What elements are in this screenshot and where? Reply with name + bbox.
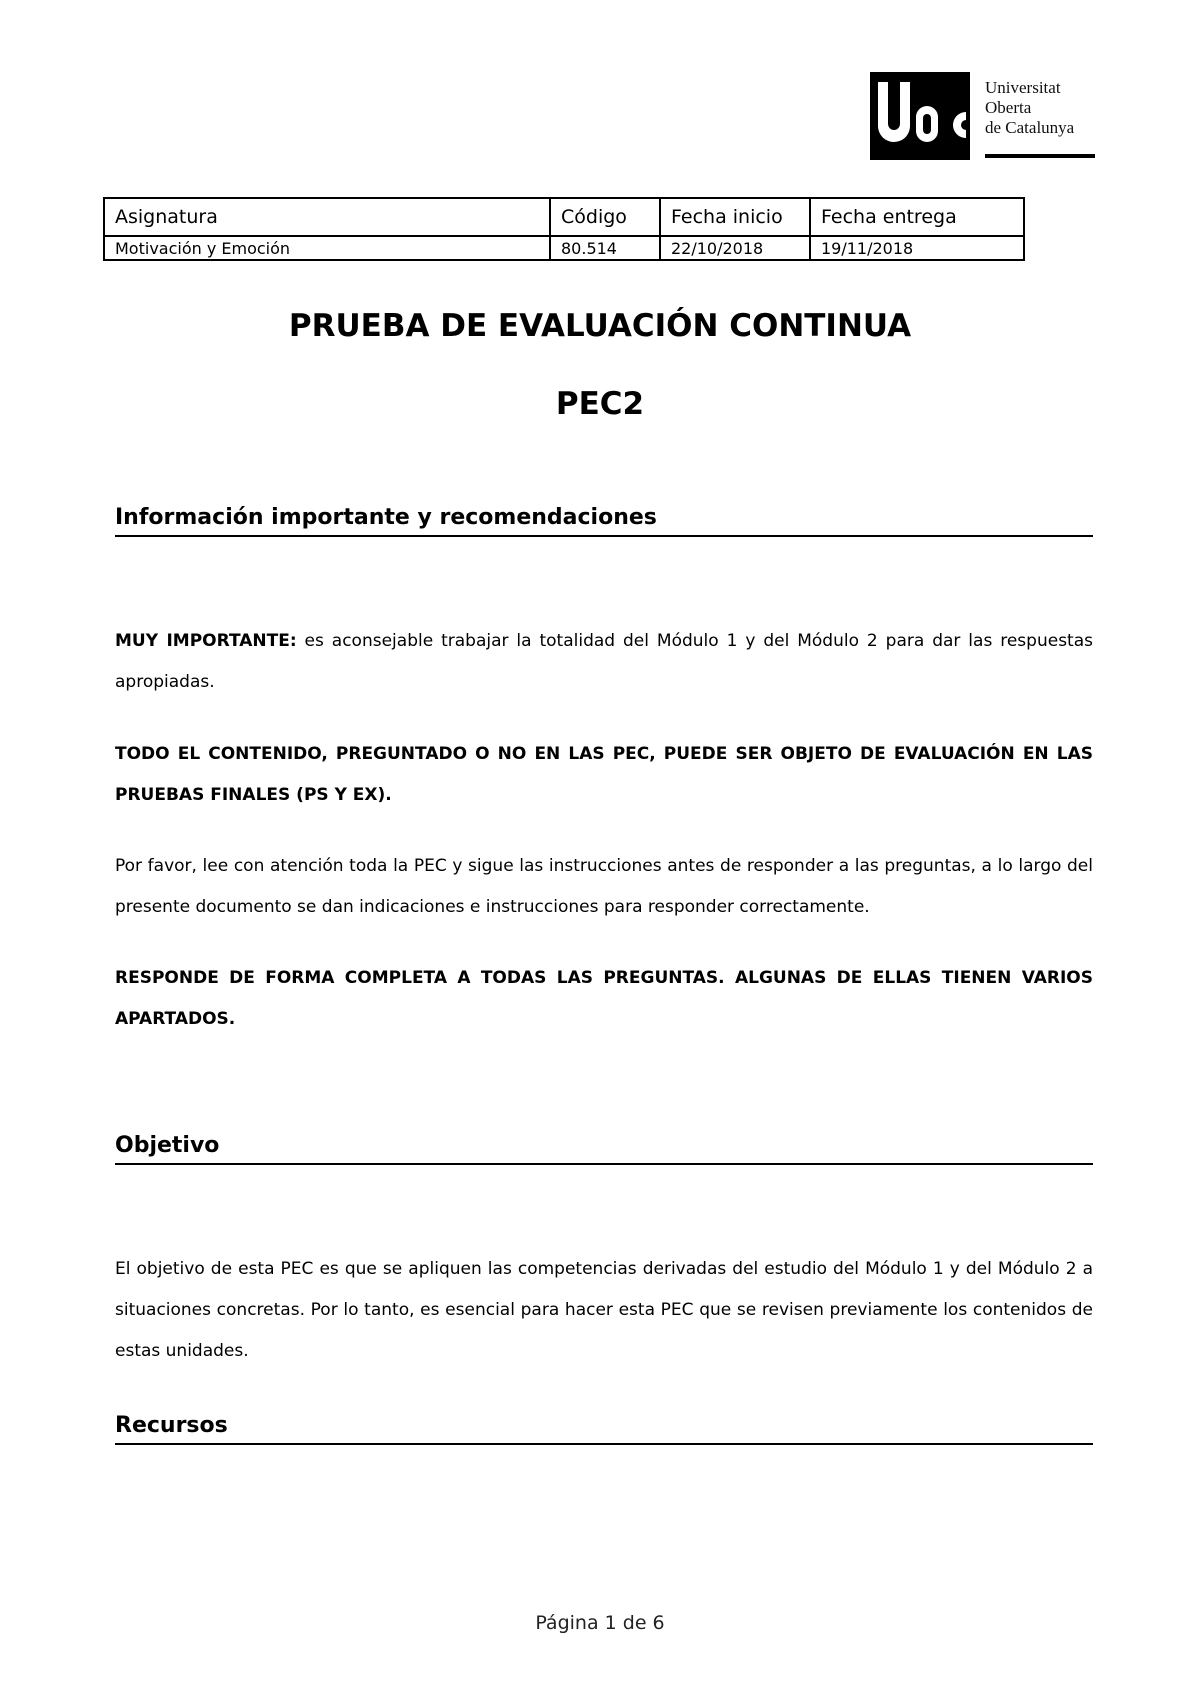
- section-heading-info: Información importante y recomendaciones: [115, 505, 1093, 537]
- important-label: MUY IMPORTANTE:: [115, 631, 297, 651]
- paragraph-please-read: Por favor, lee con atención toda la PEC y sigue las instrucciones antes de responder a las preguntas, a lo largo del presente documento se dan indicaciones e instrucciones para responder correctamente.: [115, 856, 1093, 917]
- section-heading-objective: Objetivo: [115, 1133, 1093, 1165]
- subject-info-table: [103, 197, 1025, 261]
- table-row: [104, 236, 1024, 260]
- document-subtitle: PEC2: [555, 386, 645, 422]
- logo-rule: [985, 154, 1095, 158]
- paragraph-respond-complete: RESPONDE DE FORMA COMPLETA A TODAS LAS PREGUNTAS. ALGUNAS DE ELLAS TIENEN VARIOS APARTADOS.: [115, 968, 1093, 1029]
- logo-line-1: Universitat: [985, 78, 1061, 97]
- uoc-logo: [870, 72, 1095, 160]
- logo-line-2: Oberta: [985, 98, 1032, 117]
- cell-start-date: 22/10/2018: [660, 236, 810, 260]
- document-title: PRUEBA DE EVALUACIÓN CONTINUA: [288, 308, 912, 344]
- cell-code: 80.514: [550, 236, 660, 260]
- page-number: Página 1 de 6: [535, 1612, 665, 1634]
- header-subject: Asignatura: [104, 198, 550, 236]
- section-heading-resources: Recursos: [115, 1413, 1093, 1445]
- important-text: es aconsejable trabajar la totalidad del Módulo 1 y del Módulo 2 para dar las respuestas apropiadas.: [115, 631, 1093, 692]
- table-header-row: [104, 198, 1024, 236]
- header-due-date: Fecha entrega: [810, 198, 1024, 236]
- header-code: Código: [550, 198, 660, 236]
- paragraph-all-content: TODO EL CONTENIDO, PREGUNTADO O NO EN LAS PEC, PUEDE SER OBJETO DE EVALUACIÓN EN LAS PRUEBAS FINALES (PS Y EX).: [115, 744, 1093, 805]
- logo-line-3: de Catalunya: [985, 118, 1075, 137]
- cell-subject: Motivación y Emoción: [104, 236, 550, 260]
- paragraph-objective: El objetivo de esta PEC es que se apliquen las competencias derivadas del estudio del Módulo 1 y del Módulo 2 a situaciones concretas. Por lo tanto, es esencial para hacer esta PEC que se revisen previamente los contenidos de estas unidades.: [115, 1259, 1093, 1361]
- paragraph-important: [115, 621, 1093, 703]
- uoc-logo-mark: [870, 72, 970, 160]
- cell-due-date: 19/11/2018: [810, 236, 1024, 260]
- header-start-date: Fecha inicio: [660, 198, 810, 236]
- uoc-logo-text: [985, 78, 1074, 138]
